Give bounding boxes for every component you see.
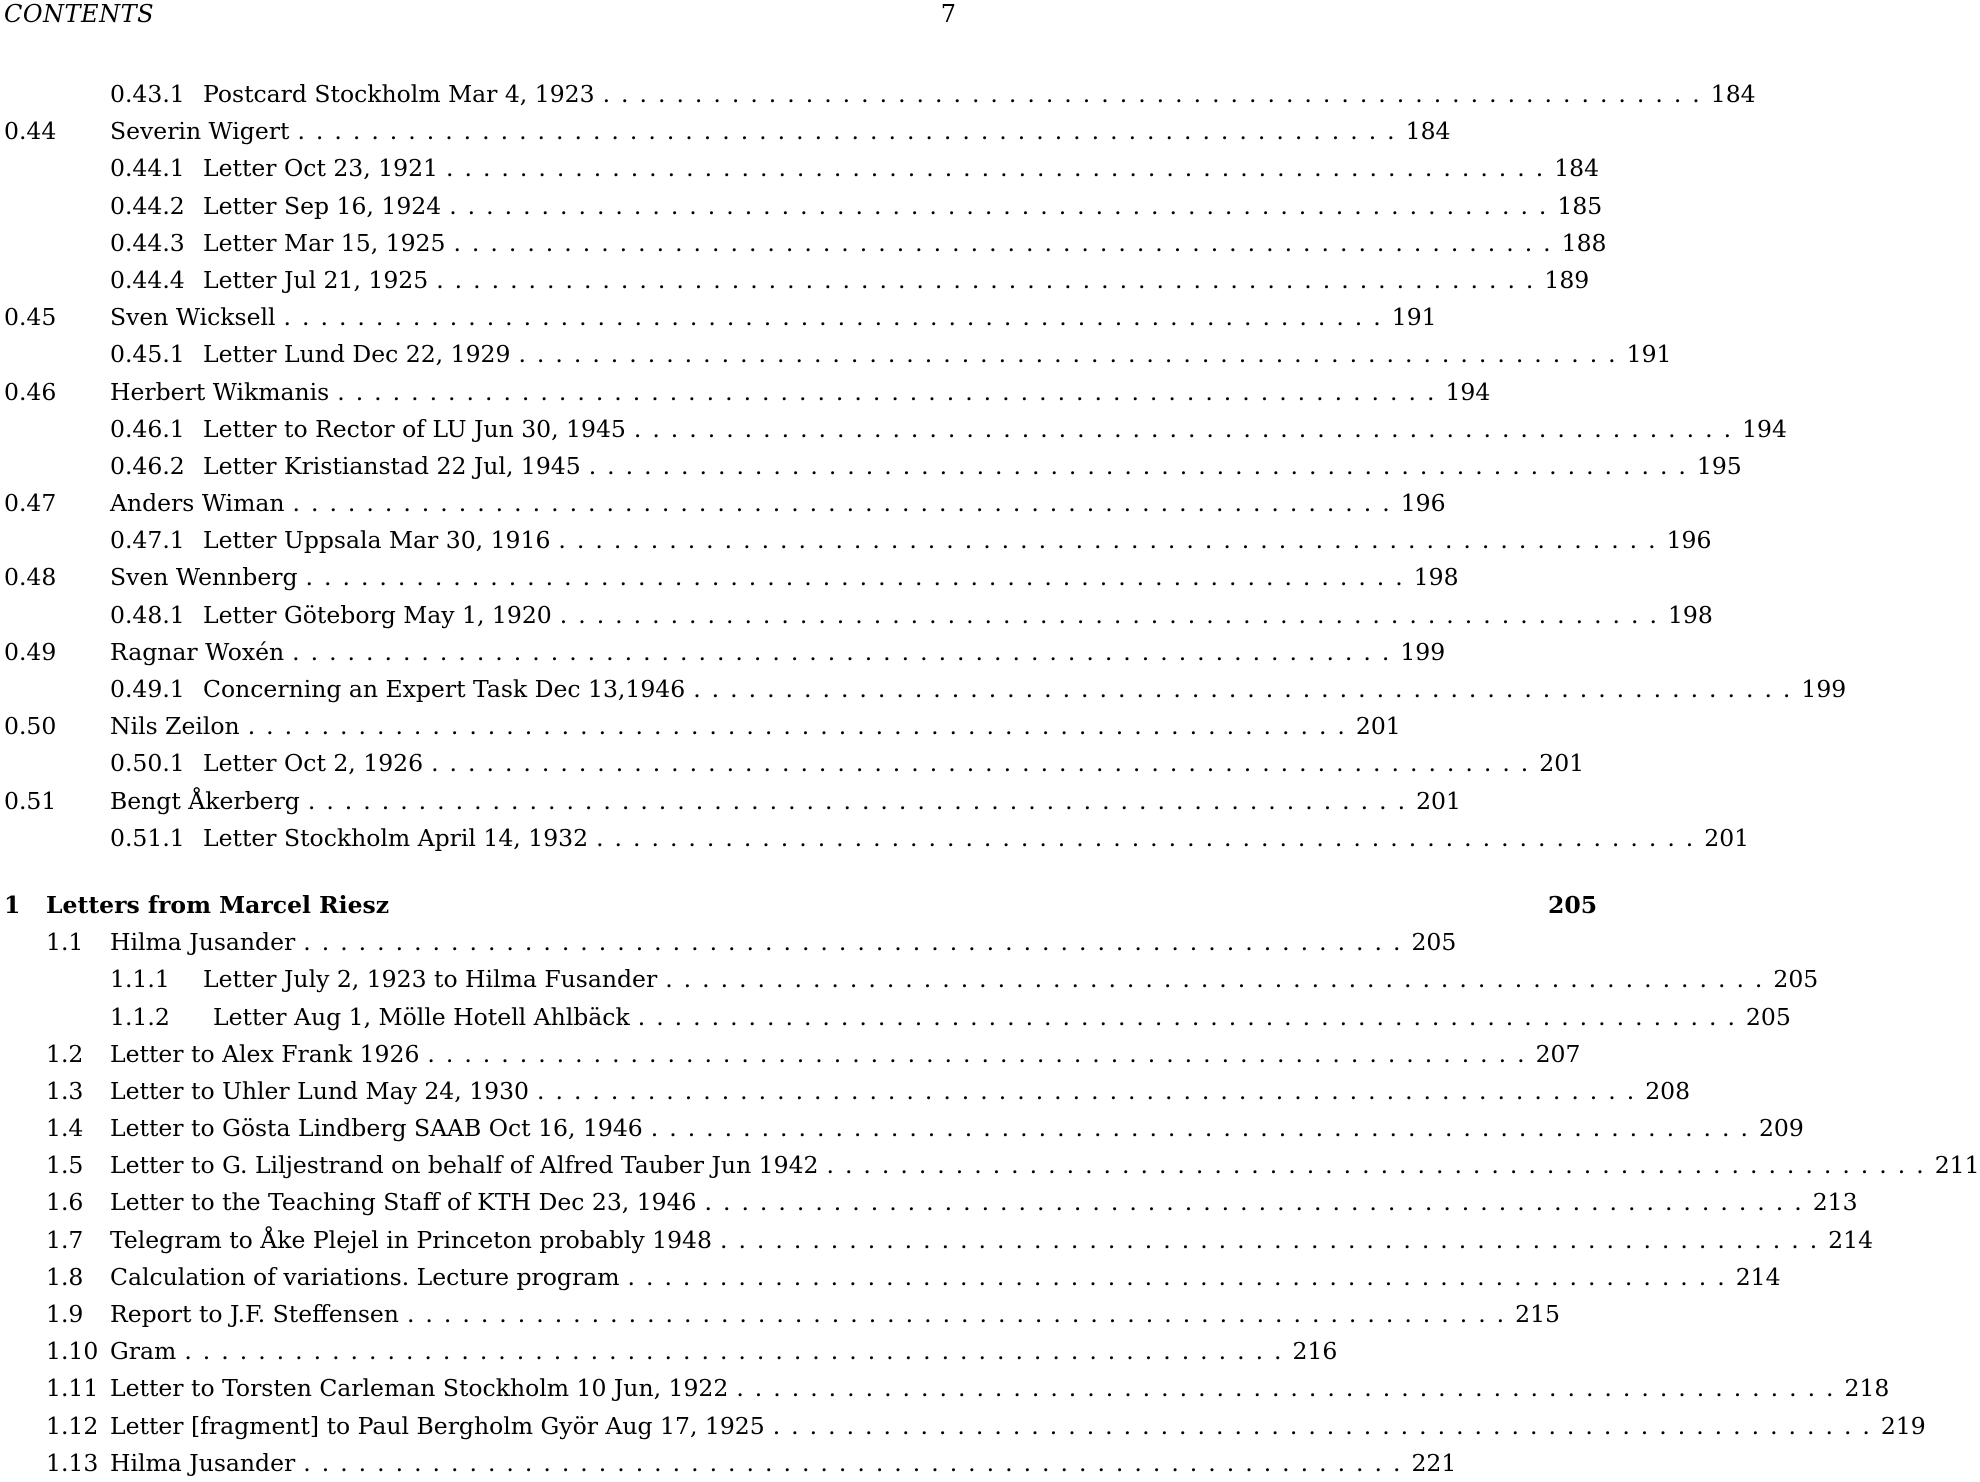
toc-entry-page: 218 bbox=[1844, 1374, 1890, 1403]
toc-entry-number: 0.46.1 bbox=[110, 414, 185, 443]
dot-leader: ............................................................ bbox=[446, 154, 1555, 183]
toc-entry-page: 216 bbox=[1292, 1337, 1338, 1366]
toc-entry-page: 209 bbox=[1758, 1114, 1804, 1143]
toc-entry[interactable] bbox=[0, 999, 1791, 1036]
toc-entry-number: 0.47.1 bbox=[110, 526, 185, 555]
page-header bbox=[0, 0, 960, 30]
toc-entry[interactable] bbox=[0, 448, 1742, 485]
toc-entry-page: 184 bbox=[1554, 154, 1600, 183]
toc-entry-number: 1.3 bbox=[46, 1076, 84, 1105]
toc-entry-number: 0.50.1 bbox=[110, 749, 185, 778]
toc-entry-number: 1.4 bbox=[46, 1114, 84, 1143]
toc-entry-title[interactable]: Letter Aug 1, Mölle Hotell Ahlbäck bbox=[213, 1002, 630, 1031]
toc-entry[interactable] bbox=[0, 262, 1590, 299]
toc-entry-title[interactable]: Postcard Stockholm Mar 4, 1923 bbox=[203, 80, 595, 108]
toc-entry-number: 1.9 bbox=[46, 1300, 84, 1328]
dot-leader: ............................................................ bbox=[305, 563, 1414, 592]
toc-entry[interactable] bbox=[0, 961, 1819, 998]
toc-entry[interactable] bbox=[0, 745, 1585, 782]
toc-entry-number: 1.2 bbox=[46, 1039, 84, 1068]
toc-entry-page: 221 bbox=[1411, 1448, 1457, 1477]
toc-entry-title[interactable]: Sven Wennberg bbox=[110, 563, 298, 592]
toc-entry-page: 214 bbox=[1828, 1225, 1874, 1254]
toc-entry-line bbox=[203, 745, 1585, 782]
toc-entry-title[interactable]: Letter to Alex Frank 1926 bbox=[110, 1039, 420, 1068]
toc-entry-line bbox=[110, 299, 1437, 336]
toc-entry-line bbox=[203, 225, 1607, 262]
toc-entry-title[interactable]: Letter Sep 16, 1924 bbox=[203, 191, 442, 220]
toc-entry-page: 215 bbox=[1515, 1300, 1561, 1328]
toc-entry-title[interactable]: Ragnar Woxén bbox=[110, 637, 285, 666]
toc-entry[interactable] bbox=[0, 1184, 1858, 1221]
toc-entry-line bbox=[203, 597, 1713, 634]
dot-leader: ............................................................ bbox=[633, 414, 1743, 443]
toc-entry-number: 0.48.1 bbox=[110, 600, 185, 629]
dot-leader: ............................................................ bbox=[303, 928, 1412, 957]
toc-entry-line bbox=[203, 76, 1756, 113]
toc-entry-number: 0.49.1 bbox=[110, 675, 185, 703]
toc-entry-page: 205 bbox=[1411, 928, 1457, 957]
dot-leader: ............................................................ bbox=[337, 377, 1446, 406]
toc-entry[interactable] bbox=[0, 374, 1491, 411]
dot-leader: ............................................................ bbox=[449, 191, 1558, 220]
dot-leader: ............................................................ bbox=[637, 1002, 1746, 1031]
toc-entry[interactable] bbox=[0, 1259, 1781, 1296]
toc-entry-number: 0.50 bbox=[4, 712, 57, 741]
toc-entry[interactable] bbox=[0, 485, 1446, 522]
dot-leader: ............................................................ bbox=[283, 303, 1392, 332]
toc-entry-title[interactable]: Letter to the Teaching Staff of KTH Dec 23, 1946 bbox=[110, 1188, 697, 1217]
toc-entry-page: 211 bbox=[1934, 1151, 1980, 1180]
toc-entry-line bbox=[110, 1408, 1926, 1445]
toc-entry-page: 208 bbox=[1645, 1076, 1691, 1105]
toc-entry[interactable] bbox=[0, 1147, 1980, 1184]
toc-entry-title[interactable]: Letter to Uhler Lund May 24, 1930 bbox=[110, 1076, 529, 1105]
dot-leader: ............................................................ bbox=[736, 1374, 1845, 1403]
toc-entry-title[interactable]: Letter Lund Dec 22, 1929 bbox=[203, 340, 511, 369]
toc-entry-line bbox=[110, 374, 1491, 411]
toc-entry-line bbox=[110, 1333, 1338, 1370]
toc-entry-page: 199 bbox=[1400, 637, 1446, 666]
toc-entry-title[interactable]: Herbert Wikmanis bbox=[110, 377, 330, 406]
toc-entry-number: 1.11 bbox=[46, 1374, 99, 1403]
toc-entry[interactable] bbox=[0, 336, 1672, 373]
toc-entry-number: 1 bbox=[4, 890, 21, 919]
toc-entry-line bbox=[110, 1445, 1457, 1482]
toc-entry[interactable] bbox=[0, 671, 1847, 708]
toc-entry-title[interactable]: Hilma Jusander bbox=[110, 1448, 296, 1477]
toc-entry-title[interactable]: Concerning an Expert Task Dec 13,1946 bbox=[203, 675, 686, 703]
toc-entry-title[interactable]: Letter to Rector of LU Jun 30, 1945 bbox=[203, 414, 626, 443]
dot-leader: ............................................................ bbox=[772, 1411, 1881, 1440]
toc-entry-line bbox=[110, 783, 1461, 820]
toc-entry[interactable] bbox=[0, 113, 1451, 150]
toc-entry-title[interactable]: Calculation of variations. Lecture program bbox=[110, 1262, 620, 1291]
toc-entry[interactable] bbox=[0, 1370, 1890, 1407]
dot-leader: ............................................................ bbox=[436, 265, 1545, 294]
toc-entry-title[interactable]: Severin Wigert bbox=[110, 117, 290, 146]
toc-entry-title[interactable]: Hilma Jusander bbox=[110, 928, 296, 957]
toc-entry-page: 205 bbox=[1745, 1002, 1791, 1031]
dot-leader: ............................................................ bbox=[307, 786, 1417, 815]
toc-entry[interactable] bbox=[0, 1296, 1561, 1333]
toc-entry[interactable] bbox=[0, 188, 1603, 225]
toc-entry-number: 0.51.1 bbox=[110, 823, 185, 852]
toc-entry-line bbox=[203, 411, 1787, 448]
toc-entry-number: 1.1.2 bbox=[110, 1002, 170, 1031]
toc-entry-page: 191 bbox=[1391, 303, 1437, 332]
toc-entry-line bbox=[203, 820, 1750, 857]
toc-entry-title[interactable]: Letter Oct 23, 1921 bbox=[203, 154, 438, 183]
toc-entry[interactable] bbox=[0, 597, 1713, 634]
toc-entry-line bbox=[203, 448, 1742, 485]
toc-entry-number: 0.46 bbox=[4, 377, 57, 406]
toc-entry-page: 184 bbox=[1710, 80, 1756, 108]
toc-entry-line bbox=[110, 1184, 1858, 1221]
toc-entry-title[interactable]: Letter Oct 2, 1926 bbox=[203, 749, 424, 778]
toc-entry-number: 0.43.1 bbox=[110, 80, 185, 108]
toc-entry-number: 1.1 bbox=[46, 928, 84, 957]
dot-leader: ............................................................ bbox=[650, 1114, 1759, 1143]
toc-entry[interactable] bbox=[0, 1073, 1691, 1110]
toc-entry-line bbox=[110, 708, 1401, 745]
toc-entry[interactable] bbox=[0, 1408, 1926, 1445]
toc-entry-line bbox=[110, 1370, 1890, 1407]
toc-entry-title[interactable]: Letter July 2, 1923 to Hilma Fusander bbox=[203, 965, 658, 994]
toc-entry-line bbox=[203, 336, 1672, 373]
dot-leader: ............................................................ bbox=[427, 1039, 1536, 1068]
toc-entry-line bbox=[110, 113, 1451, 150]
dot-leader: ............................................................ bbox=[184, 1337, 1293, 1366]
toc-entry-page: 207 bbox=[1535, 1039, 1581, 1068]
toc-entry-page: 198 bbox=[1413, 563, 1459, 592]
dot-leader: ............................................................ bbox=[596, 823, 1705, 852]
dot-leader: ............................................................ bbox=[704, 1188, 1813, 1217]
toc-entry-number: 0.48 bbox=[4, 563, 57, 592]
toc-entry-page: 199 bbox=[1801, 675, 1847, 703]
toc-entry-number: 1.7 bbox=[46, 1225, 84, 1254]
toc-entry-page: 201 bbox=[1355, 712, 1401, 741]
dot-leader: ............................................................ bbox=[559, 600, 1668, 629]
toc-entry[interactable] bbox=[0, 1445, 1457, 1482]
toc-entry-page: 205 bbox=[1773, 965, 1819, 994]
toc-entry-title[interactable]: Letter Jul 21, 1925 bbox=[203, 265, 429, 294]
toc-entry-number: 0.44 bbox=[4, 117, 57, 146]
toc-entry-number: 0.49 bbox=[4, 637, 57, 666]
toc-entry[interactable] bbox=[0, 1222, 1874, 1259]
toc-entry-line bbox=[110, 634, 1446, 671]
dot-leader: ............................................................ bbox=[431, 749, 1540, 778]
toc-entry-title[interactable]: Gram bbox=[110, 1337, 177, 1366]
toc-entry-title[interactable]: Bengt Åkerberg bbox=[110, 786, 300, 815]
dot-leader: ............................................................ bbox=[247, 712, 1356, 741]
toc-entry-number: 0.44.2 bbox=[110, 191, 185, 220]
toc-chapter-entry[interactable] bbox=[0, 887, 1598, 924]
toc-entry-number: 0.44.4 bbox=[110, 265, 185, 294]
toc-entry-page: 194 bbox=[1742, 414, 1787, 443]
toc-entry-title[interactable]: Letter to Torsten Carleman Stockholm 10 Jun, 1922 bbox=[110, 1374, 729, 1403]
toc-entry-number: 0.46.2 bbox=[110, 451, 185, 480]
toc-entry-title[interactable]: Anders Wiman bbox=[110, 489, 285, 518]
toc-entry[interactable] bbox=[0, 299, 1437, 336]
toc-entry-page: 196 bbox=[1666, 526, 1712, 555]
toc-entry-title[interactable]: Nils Zeilon bbox=[110, 712, 240, 741]
toc-entry-line bbox=[203, 522, 1712, 559]
toc-entry-page: 188 bbox=[1561, 228, 1607, 257]
toc-entry-page: 201 bbox=[1704, 823, 1750, 852]
toc-entry[interactable] bbox=[0, 924, 1457, 961]
dot-leader: ............................................................ bbox=[826, 1151, 1935, 1180]
toc-entry-number: 0.44.3 bbox=[110, 228, 185, 257]
toc-entry-title[interactable]: Letter to Gösta Lindberg SAAB Oct 16, 1946 bbox=[110, 1114, 643, 1143]
dot-leader: ............................................................ bbox=[303, 1448, 1412, 1477]
toc-entry[interactable] bbox=[0, 783, 1461, 820]
toc-entry-page: 213 bbox=[1812, 1188, 1858, 1217]
toc-entry-line bbox=[110, 924, 1457, 961]
toc-entry-title[interactable]: Letter [fragment] to Paul Bergholm Györ Aug 17, 1925 bbox=[110, 1411, 765, 1440]
dot-leader: ............................................................ bbox=[297, 117, 1406, 146]
toc-entry[interactable] bbox=[0, 150, 1600, 187]
toc-entry[interactable] bbox=[0, 634, 1446, 671]
dot-leader: ............................................................ bbox=[588, 451, 1697, 480]
toc-entry-number: 0.47 bbox=[4, 489, 57, 518]
toc-entry-title[interactable]: Letter to G. Liljestrand on behalf of Alfred Tauber Jun 1942 bbox=[110, 1151, 819, 1180]
toc-entry-page: 191 bbox=[1626, 340, 1672, 369]
toc-entry[interactable] bbox=[0, 559, 1459, 596]
dot-leader: ............................................................ bbox=[453, 228, 1562, 257]
toc-entry-number: 1.12 bbox=[46, 1411, 99, 1440]
toc-entry-title[interactable]: Letter Stockholm April 14, 1932 bbox=[203, 823, 589, 852]
dot-leader: ............................................................ bbox=[406, 1300, 1516, 1328]
toc-entry-number: 0.45.1 bbox=[110, 340, 185, 369]
toc-entry-number: 1.6 bbox=[46, 1188, 84, 1217]
toc-entry[interactable] bbox=[0, 225, 1607, 262]
toc-entry-title[interactable]: Telegram to Åke Plejel in Princeton probably 1948 bbox=[110, 1225, 712, 1254]
toc-entry[interactable] bbox=[0, 1110, 1804, 1147]
toc-entry-line bbox=[110, 1259, 1781, 1296]
toc-entry-page: 185 bbox=[1557, 191, 1603, 220]
toc-entry-line bbox=[110, 485, 1446, 522]
dot-leader: ............................................................ bbox=[602, 80, 1711, 108]
toc-entry-line bbox=[203, 671, 1847, 708]
toc-entry-title[interactable]: Letter Göteborg May 1, 1920 bbox=[203, 600, 552, 629]
toc-entry-line bbox=[110, 1036, 1581, 1073]
toc-entry-line bbox=[110, 559, 1459, 596]
dot-leader: ............................................................ bbox=[292, 637, 1401, 666]
toc-entry-page: 184 bbox=[1405, 117, 1451, 146]
toc-entry-page: 201 bbox=[1539, 749, 1585, 778]
toc-entry[interactable] bbox=[0, 1036, 1581, 1073]
dot-leader: ............................................................ bbox=[665, 965, 1774, 994]
toc-entry-page: 194 bbox=[1445, 377, 1491, 406]
dot-leader: ............................................................ bbox=[693, 675, 1802, 703]
dot-leader: ............................................................ bbox=[292, 489, 1401, 518]
toc-entry[interactable] bbox=[0, 76, 1756, 113]
toc-entry-page: 198 bbox=[1667, 600, 1713, 629]
toc-entry-line bbox=[203, 961, 1819, 998]
toc-entry-page: 219 bbox=[1880, 1411, 1926, 1440]
dot-leader: ............................................................ bbox=[719, 1225, 1829, 1254]
toc-entry-number: 0.45 bbox=[4, 303, 57, 332]
toc-entry-page: 201 bbox=[1416, 786, 1461, 815]
toc-entry[interactable] bbox=[0, 820, 1750, 857]
toc-entry-title[interactable]: Letter Uppsala Mar 30, 1916 bbox=[203, 526, 551, 555]
toc-entry[interactable] bbox=[0, 708, 1401, 745]
toc-entry-number: 1.8 bbox=[46, 1262, 84, 1291]
dot-leader: ............................................................ bbox=[537, 1076, 1646, 1105]
toc-entry-number: 0.44.1 bbox=[110, 154, 185, 183]
toc-entry-title[interactable]: Letter Kristianstad 22 Jul, 1945 bbox=[203, 451, 581, 480]
toc-entry-page: 189 bbox=[1544, 265, 1590, 294]
toc-entry-line bbox=[110, 1222, 1874, 1259]
toc-entry-number: 1.1.1 bbox=[110, 965, 170, 994]
toc-entry-title[interactable]: Sven Wicksell bbox=[110, 303, 276, 332]
running-title: CONTENTS bbox=[4, 0, 155, 28]
page-number: 7 bbox=[940, 0, 956, 28]
toc-entry-number: 1.5 bbox=[46, 1151, 84, 1180]
toc-entry-title[interactable]: Report to J.F. Steffensen bbox=[110, 1300, 399, 1328]
toc-entry-page: 205 bbox=[1548, 890, 1598, 919]
dot-leader: ............................................................ bbox=[627, 1262, 1736, 1291]
toc-entry-page: 195 bbox=[1696, 451, 1742, 480]
toc-entry[interactable] bbox=[0, 1333, 1338, 1370]
toc-entry-number: 0.51 bbox=[4, 786, 57, 815]
toc-entry-line bbox=[110, 1073, 1691, 1110]
toc-entry-line bbox=[203, 150, 1600, 187]
toc-entry[interactable] bbox=[0, 411, 1787, 448]
toc-entry-page: 196 bbox=[1400, 489, 1446, 518]
toc-entry-number: 1.13 bbox=[46, 1448, 99, 1477]
toc-entry-line bbox=[213, 999, 1791, 1036]
toc-entry-line bbox=[203, 262, 1590, 299]
toc-entry-page: 214 bbox=[1735, 1262, 1781, 1291]
toc-entry-line bbox=[203, 188, 1603, 225]
toc-entry[interactable] bbox=[0, 522, 1712, 559]
toc-entry-line bbox=[110, 1296, 1561, 1333]
toc-entry-title[interactable]: Letters from Marcel Riesz bbox=[46, 890, 390, 919]
toc-entry-line bbox=[110, 1110, 1804, 1147]
toc-entry-line bbox=[46, 887, 1598, 924]
dot-leader: ............................................................ bbox=[558, 526, 1667, 555]
dot-leader: ............................................................ bbox=[518, 340, 1627, 369]
toc-entry-title[interactable]: Letter Mar 15, 1925 bbox=[203, 228, 446, 257]
toc-entry-number: 1.10 bbox=[46, 1337, 99, 1366]
table-of-contents bbox=[0, 76, 1980, 1482]
toc-entry-line bbox=[110, 1147, 1980, 1184]
